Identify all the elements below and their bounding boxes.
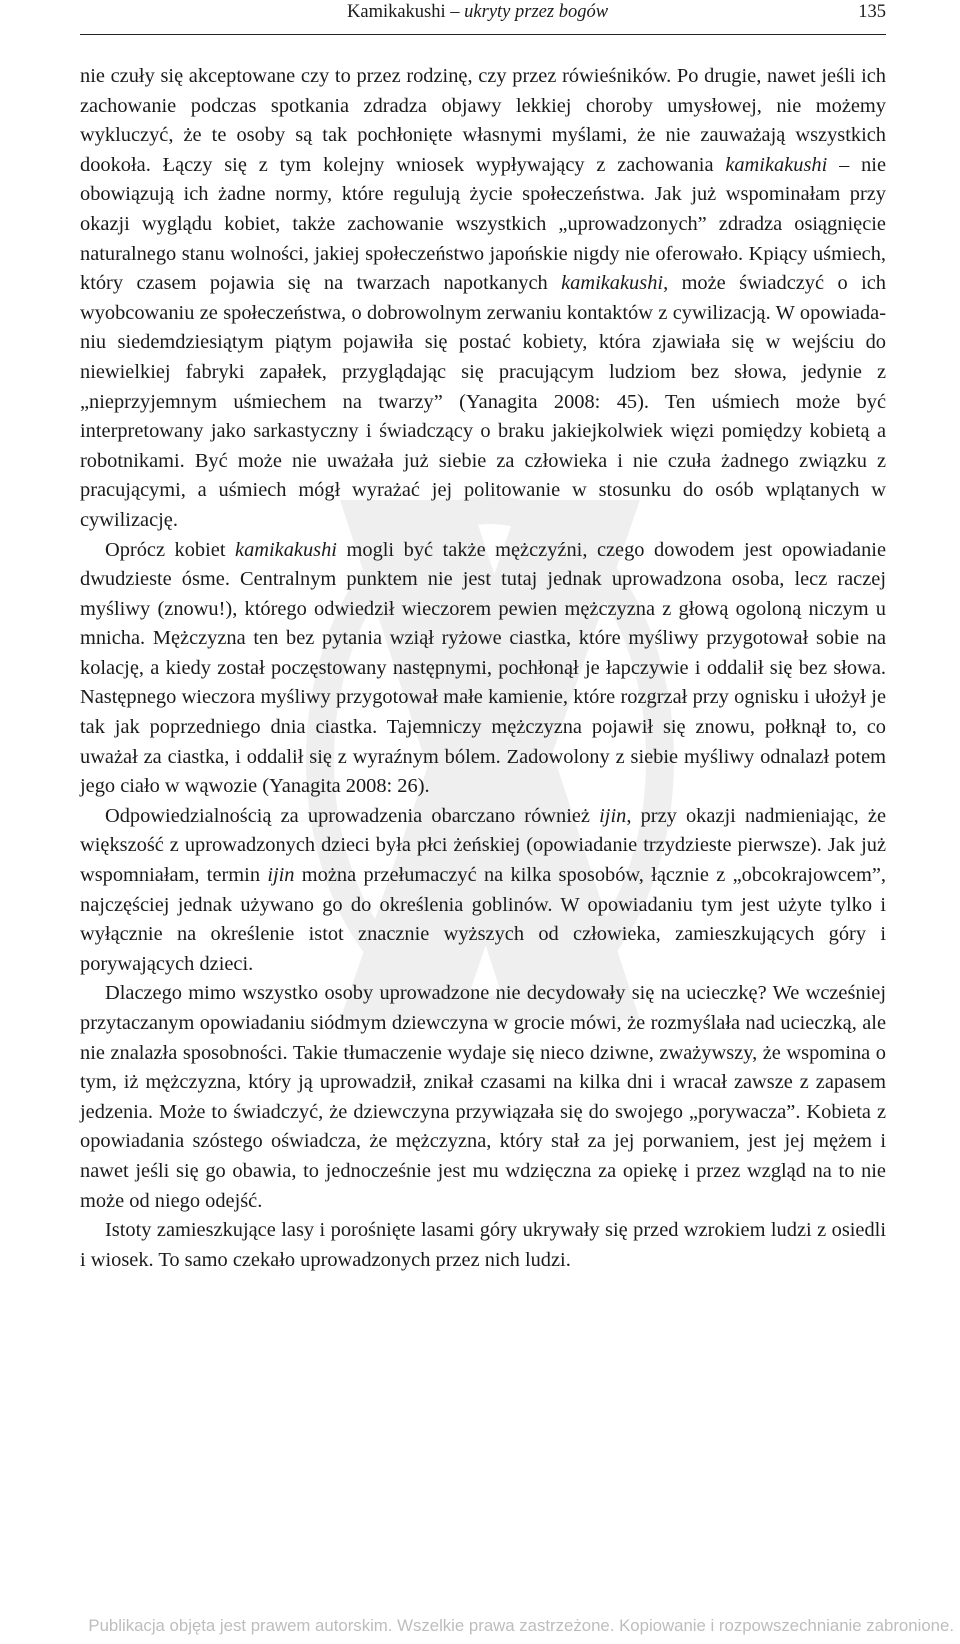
running-title-roman: Kamikakushi – [347, 2, 465, 22]
running-head [80, 0, 886, 30]
text-run: mogli być także mężczyźni, czego dowodem jest opowiadanie dwudzieste ósme. Centralnym punktem nie jest tutaj jednak uprowadzona osoba, lecz raczej myśliwy (znowu!), którego odwiedził wieczorem pewien mężczyzna z głową ogoloną niczym u mnicha. Mężczyzna ten bez pytania wziął ryżowe ciastka, które myśliwy przygotował sobie na kolację, a kiedy został poczęstowany następnymi, pochłonął je łapczywie i oddalił się bez słowa. Następnego wieczora myśliwy przygotował małe kamienie, które rozgrzał przy ognisku i ułożył je tak jak poprzedniego dnia ciastka. Tajemniczy mężczyzna pojawił się znowu, połknął to, co uważał za ciastka, i oddalił się z wyraźnym bólem. Zadowolony z siebie myśliwy odnalazł potem jego ciało w wąwozie (Yanagita 2008: 26). [80, 538, 886, 798]
paragraph [80, 536, 886, 802]
text-run: , może świadczyć o ich wyobcowaniu ze społeczeństwa, o dobrowolnym zerwaniu kontaktów z cywilizacją. W opowiadaniu siedemdziesiątym piątym pojawiła się postać kobiety, która zjawiała się w wejściu do niewielkiej fabryki zapałek, przyglądając się pracującym ludziom bez słowa, jedynie z „nieprzyjemnym uśmiechem na twarzy” (Yanagita 2008: 45). Ten uśmiech może być interpretowany jako sarkastyczny i świadczący o braku jakiejkolwiek więzi pomiędzy kobietą a robotnikami. Być może nie uważała już siebie za człowieka i nie czuła żadnego związku z pracującymi, a uśmiech mógł wyrażać jej politowanie w stosunku do osób wplątanych w cywilizację. [80, 272, 886, 531]
text-run: Istoty zamieszkujące lasy i porośnięte lasami góry ukrywały się przed wzrokiem ludzi z osiedli i wiosek. To samo czekało uprowadzonych przez nich ludzi. [80, 1219, 886, 1271]
text-run: Dlaczego mimo wszystko osoby uprowadzone nie decydowały się na ucieczkę? We wcześniej przytaczanym opowiadaniu siódmym dziewczyna w grocie mówi, że rozmyślała nad ucieczką, ale nie znalazła sposobności. Takie tłumaczenie wydaje się nieco dziwne, zważywszy, że wspomina o tym, iż mężczyzna, który ją uprowadził, znikał czasami na kilka dni i wracał zawsze z zapasem jedzenia. Może to świadczyć, że dziewczyna przywiązała się do swojego „porywacza”. Kobieta z opowiadania szóstego oświadcza, że mężczyzna, który stał za jej porwaniem, jest jej mężem i nawet jeśli się go obawia, to jednocześnie jest mu wdzięczna za opiekę i przez wzgląd na to nie może od niego odejść. [80, 982, 886, 1212]
paragraph [80, 62, 886, 536]
paragraph [80, 1216, 886, 1275]
text-run: nie czuły się akceptowane czy to przez rodzinę, czy przez rówieśników. Po drugie, nawet jeśli ich zachowanie podczas spotkania zdradza objawy lekkiej choroby umysłowej, nie możemy wykluczyć, że te osoby są tak pochłonięte własnymi myślami, że nie zauważają wszystkich dookoła. Łączy się z tym kolejny wniosek wypływający z zachowania [80, 65, 886, 176]
running-title [347, 0, 608, 24]
copyright-notice: Publikacja objęta jest prawem autorskim. Wszelkie prawa zastrzeżone. Kopiowanie i rozpowszechnianie zabronione. [88, 1616, 954, 1635]
text-run: – nie obowiązują ich żadne normy, które regulują życie społeczeństwa. Jak już wspominałam przy okazji wyglądu kobiet, także zachowanie wszystkich „uprowadzonych” zdradza osiągnięcie naturalnego stanu wolności, jakiej społeczeństwo japońskie nigdy nie oferowało. Kpiący uśmiech, który czasem pojawia się na twarzach napotkanych [80, 153, 886, 295]
italic-term: ijin [599, 804, 627, 827]
page-number: 135 [858, 2, 886, 22]
text-run: Odpowiedzialnością za uprowadzenia obarczano również [105, 804, 600, 827]
italic-term: kamikakushi [725, 153, 828, 176]
header-rule [80, 34, 886, 35]
running-title-italic: ukryty przez bogów [464, 2, 609, 22]
text-run: , przy okazji nadmieniając, że większość z uprowadzonych dzieci była płci żeńskiej (opowiadanie trzydzieste pierwsze). Jak już wspomniałam, termin [80, 804, 886, 887]
text-run: Oprócz kobiet [105, 538, 236, 561]
paragraph [80, 979, 886, 1216]
body-text [80, 62, 886, 1275]
italic-term: kamikakushi [561, 272, 664, 295]
italic-term: kamikakushi [235, 538, 337, 561]
italic-term: ijin [267, 864, 295, 887]
text-run: można przełumaczyć na kilka sposobów, łącznie z „obcokrajowcem”, najczęściej jednak używano go do określenia goblinów. W opowiadaniu tym jest użyte tylko i wyłącznie na określenie istot znacznie wyższych od człowieka, zamieszkujących góry i porywających dzieci. [80, 864, 886, 975]
paragraph [80, 802, 886, 980]
